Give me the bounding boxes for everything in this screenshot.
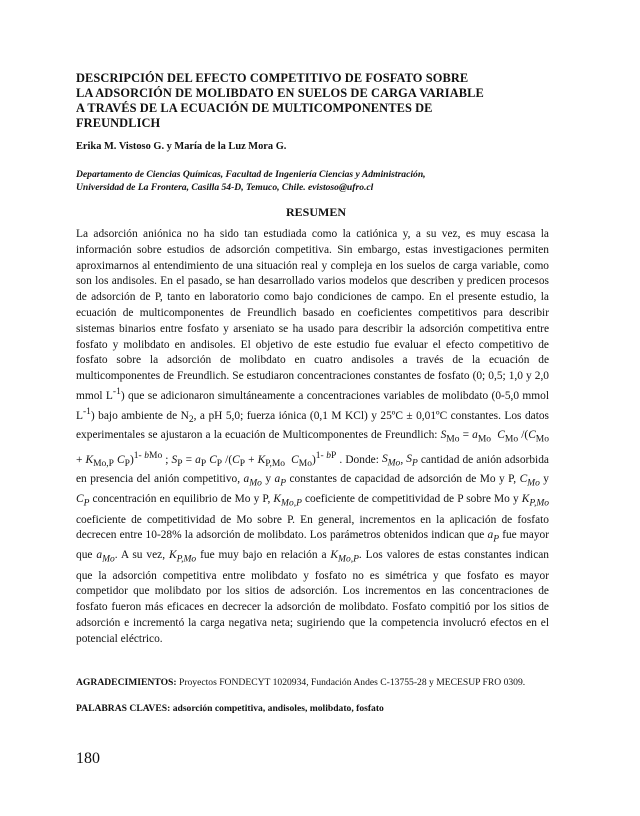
acknowledgements-label: AGRADECIMIENTOS: (76, 677, 177, 688)
affiliation-line: Departamento de Ciencias Químicas, Facultad de Ingeniería Ciencias y Administración, (76, 169, 426, 180)
affiliation (76, 168, 556, 194)
keywords-text: adsorción competitiva, andisoles, molibdato, fosfato (172, 703, 384, 714)
title-line: DESCRIPCIÓN DEL EFECTO COMPETITIVO DE FOSFATO SOBRE (76, 71, 469, 85)
keywords (76, 703, 556, 714)
acknowledgements-text: Proyectos FONDECYT 1020934, Fundación Andes C-13755-28 y MECESUP FRO 0309. (178, 677, 526, 688)
keywords-label: PALABRAS CLAVES: (76, 703, 171, 714)
abstract-body: La adsorción aniónica no ha sido tan estudiada como la catiónica y, a su vez, es muy escasa la información sobre estudios de adsorción competitiva. Sin embargo, estas investigaciones permiten aproximarnos al entendimiento de una situación real y compleja en los suelos de carga variable, como son los andisoles. En el pasado, se han desarrollado varios modelos que describen y predicen procesos de adsorción de P, tanto en laboratorio como bajo condiciones de campo. En el presente estudio, la ecuación de multicomponentes de Freundlich basado en coeficientes competitivos para describir sistemas binarios entre fosfato y arseniato se ha usado para describir la adsorción competitiva entre fosfato y molibdato en andisoles. El objetivo de este estudio fue evaluar el efecto competitivo de fosfato sobre la adsorción de molibdato en cuatro andisoles a través de la ecuación de multicomponentes de Freundlich. Se estudiaron concentraciones constantes de fosfato (0; 0,5; 1,0 y 2,0 mmol $L^{-1}$) que se adicionaron simultáneamente a concentraciones variables de molibdato (0-5,0 mmol $L^{-1}$) bajo ambiente de $N_2$, a pH 5,0; fuerza iónica (0,1 M KCl) y 25ºC ± 0,01ºC constantes. Los datos experimentales se ajustaron a la ecuación de Multicomponentes de Freundlich: $S_{Mo} = a_{Mo}$ $C_{Mo}$ $/(C_{Mo} + K_{Mo,P}$ $C_P)^{1- bMo}$ ; $S_P = a_P$ $C_P$ $/(C_P + K_{P,Mo}$ $C_{Mo})^{1- bP}$ . Donde: $S_{Mo}$, $S_P$ cantidad de anión adsorbida en presencia del anión competitivo, $a_{Mo}$ y $a_P$ constantes de capacidad de adsorción de Mo y P, $C_{Mo}$ y $C_P$ concentración en equilibrio de Mo y P, $K_{Mo,P}$ coeficiente de competitividad de P sobre Mo y $K_{P,Mo}$ coeficiente de competitividad de Mo sobre P. En general, incrementos en la aplicación de fosfato decrecen entre 10-28% la adsorción de molibdato. Los parámetros obtenidos indican que $a_P$ fue mayor que $a_{Mo}$. A su vez, $K_{P,Mo}$ fue muy bajo en relación a $K_{Mo,P}$. Los valores de estas constantes indican que la adsorción competitiva entre molibdato y fosfato no es simétrica y que fosfato es mayor competidor que molibdato por los sitios de adsorción. Los incrementos en las concentraciones de fosfato fueron más eficaces en decrecer la adsorción de molibdato. Fosfato compitió por los sitios de adsorción e incrementó la carga negativa neta; sugiriendo que la competencia involucró efectos en el potencial eléctrico. (76, 228, 550, 645)
title-line: FREUNDLICH (76, 116, 161, 130)
acknowledgements (76, 677, 547, 690)
affiliation-line: Universidad de La Frontera, Casilla 54-D, Temuco, Chile. evistoso@ufro.cl (76, 182, 374, 193)
page-number: 180 (76, 750, 100, 767)
title-line: A TRAVÉS DE LA ECUACIÓN DE MULTICOMPONENTES DE (76, 101, 433, 115)
title-line: LA ADSORCIÓN DE MOLIBDATO EN SUELOS DE CARGA VARIABLE (76, 86, 484, 100)
paper-title (76, 71, 556, 131)
authors: Erika M. Vistoso G. y María de la Luz Mora G. (76, 141, 287, 152)
abstract-heading: RESUMEN (285, 205, 346, 219)
